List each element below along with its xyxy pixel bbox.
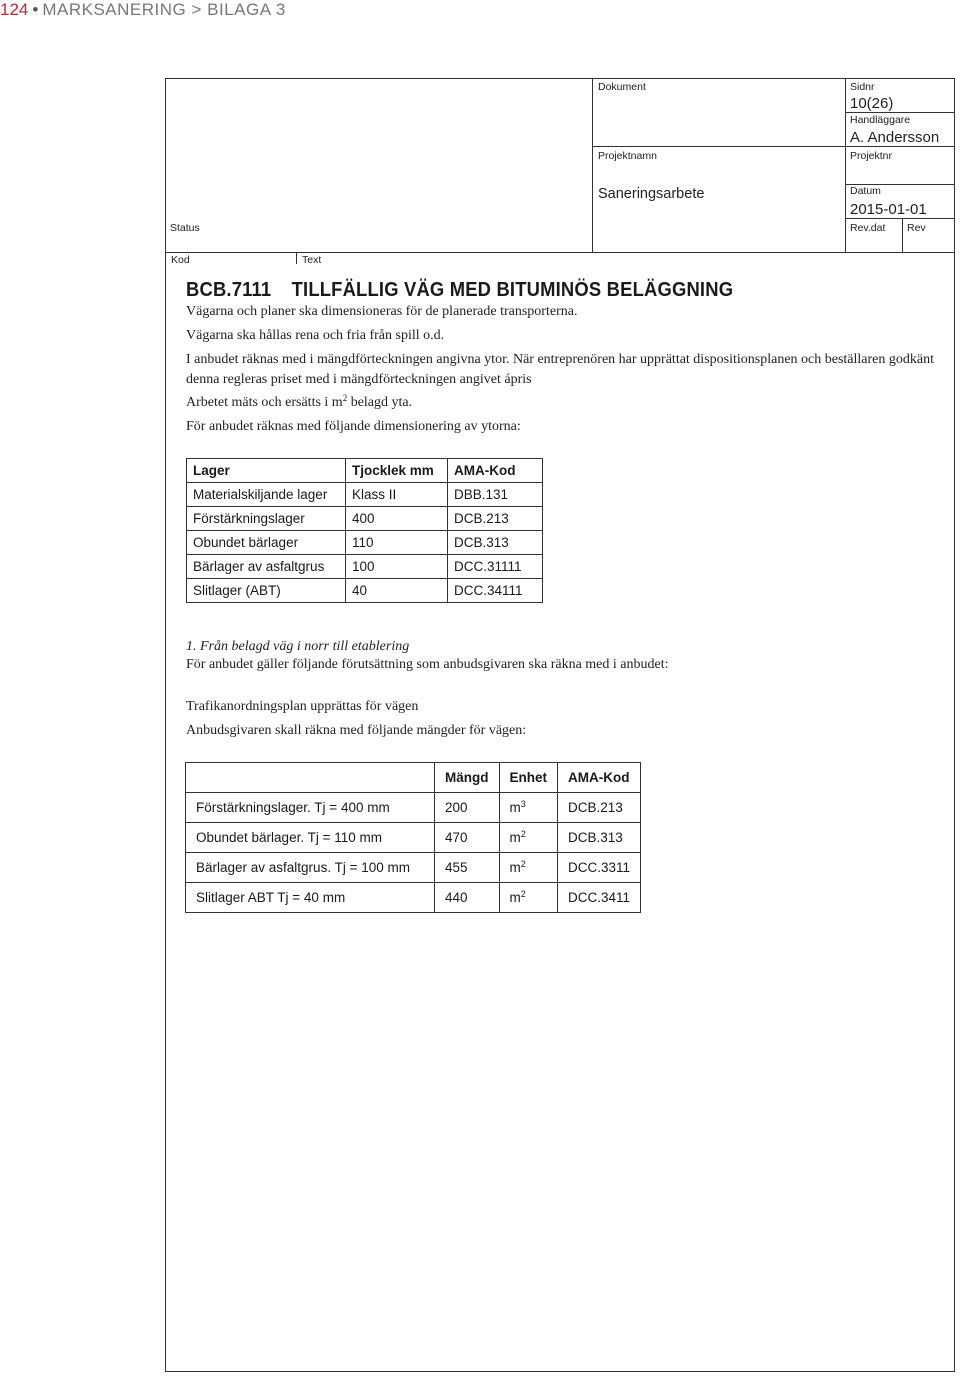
paragraph: För anbudet räknas med följande dimensionering av ytorna: <box>186 419 521 434</box>
table-row <box>186 823 641 853</box>
table-row <box>187 555 543 579</box>
table-cell: Obundet bärlager. Tj = 110 mm <box>186 823 435 853</box>
unit-superscript: 2 <box>520 829 526 839</box>
revdat-label: Rev.dat <box>850 222 886 234</box>
heading-text: TILLFÄLLIG VÄG MED BITUMINÖS BELÄGGNING <box>291 279 734 301</box>
table-cell: 470 <box>435 823 500 853</box>
dokument-label: Dokument <box>598 81 646 93</box>
table-cell: Klass II <box>346 483 448 507</box>
table-row <box>187 579 543 603</box>
paragraph: Trafikanordningsplan upprättas för vägen <box>186 699 419 714</box>
page-number: 124 <box>0 0 29 19</box>
kod-label: Kod <box>171 254 190 266</box>
table-cell: Bärlager av asfaltgrus. Tj = 100 mm <box>186 853 435 883</box>
table-header-row <box>187 459 543 483</box>
table-cell: Materialskiljande lager <box>187 483 346 507</box>
table-cell: Slitlager ABT Tj = 40 mm <box>186 883 435 913</box>
table-cell: 40 <box>346 579 448 603</box>
table-cell: 100 <box>346 555 448 579</box>
table-cell: 200 <box>435 793 500 823</box>
table-header-cell: Enhet <box>499 763 558 793</box>
unit-text: m <box>509 830 521 845</box>
subsection-title: 1. Från belagd väg i norr till etablering <box>186 639 410 654</box>
sidnr-label: Sidnr <box>850 81 875 93</box>
table-cell: DCC.31111 <box>448 555 543 579</box>
table-header-cell: Lager <box>187 459 346 483</box>
title-block-divider <box>845 112 955 113</box>
title-block-divider <box>845 218 955 219</box>
datum-label: Datum <box>850 185 881 197</box>
unit-text: m <box>509 800 521 815</box>
table-cell: 110 <box>346 531 448 555</box>
superscript: 2 <box>342 393 348 403</box>
paragraph-measurement <box>186 393 412 412</box>
table-header-cell: AMA-Kod <box>448 459 543 483</box>
table-header-cell: Tjocklek mm <box>346 459 448 483</box>
table-cell: DCC.34111 <box>448 579 543 603</box>
table-row <box>186 793 641 823</box>
title-block-divider <box>902 218 903 252</box>
table-row <box>187 483 543 507</box>
table-cell: Förstärkningslager <box>187 507 346 531</box>
table-cell-unit <box>499 853 558 883</box>
table-cell: DCB.213 <box>558 793 641 823</box>
unit-superscript: 2 <box>520 859 526 869</box>
handlaggare-value: A. Andersson <box>850 129 940 146</box>
rev-label: Rev <box>907 222 926 234</box>
table-cell: 440 <box>435 883 500 913</box>
table-cell: Obundet bärlager <box>187 531 346 555</box>
text-label: Text <box>302 254 322 266</box>
title-block-divider <box>165 252 955 253</box>
title-block-divider <box>845 78 846 252</box>
bullet-separator: • <box>32 0 39 19</box>
measurement-text-end: belagd yta. <box>347 395 413 410</box>
table-cell: DCB.213 <box>448 507 543 531</box>
table-cell-unit <box>499 793 558 823</box>
table-cell: 400 <box>346 507 448 531</box>
unit-superscript: 3 <box>520 799 526 809</box>
status-label: Status <box>170 222 200 234</box>
table-cell: Bärlager av asfaltgrus <box>187 555 346 579</box>
datum-value: 2015-01-01 <box>850 201 927 218</box>
table-row <box>187 507 543 531</box>
table-header-row <box>186 763 641 793</box>
table-header-cell: Mängd <box>435 763 500 793</box>
projektnr-label: Projektnr <box>850 150 893 162</box>
table-cell: DCB.313 <box>558 823 641 853</box>
table-row <box>186 883 641 913</box>
handlaggare-label: Handläggare <box>850 114 911 126</box>
paragraph: Anbudsgivaren skall räkna med följande mängder för vägen: <box>186 723 527 738</box>
table-cell: 455 <box>435 853 500 883</box>
table-cell: DCC.3411 <box>558 883 641 913</box>
paragraph: Vägarna och planer ska dimensioneras för de planerade transporterna. <box>186 304 578 319</box>
running-header <box>0 0 286 24</box>
title-block-divider <box>592 78 593 252</box>
paragraph: För anbudet gäller följande förutsättning som anbudsgivaren ska räkna med i anbudet: <box>186 657 669 672</box>
unit-superscript: 2 <box>520 889 526 899</box>
table-cell: DBB.131 <box>448 483 543 507</box>
section-heading <box>186 279 733 302</box>
projektnamn-label: Projektnamn <box>598 150 657 162</box>
sidnr-value: 10(26) <box>850 95 894 112</box>
table-cell: DCB.313 <box>448 531 543 555</box>
table-cell: Förstärkningslager. Tj = 400 mm <box>186 793 435 823</box>
unit-text: m <box>509 890 521 905</box>
quantities-table <box>185 762 641 913</box>
unit-text: m <box>509 860 521 875</box>
table-header-cell: AMA-Kod <box>558 763 641 793</box>
table-cell: Slitlager (ABT) <box>187 579 346 603</box>
measurement-text: Arbetet mäts och ersätts i m <box>186 395 343 410</box>
table-cell: DCC.3311 <box>558 853 641 883</box>
running-title: MARKSANERING > BILAGA 3 <box>42 0 286 19</box>
table-row <box>187 531 543 555</box>
layers-table <box>186 458 543 603</box>
table-cell-unit <box>499 883 558 913</box>
table-header-cell <box>186 763 435 793</box>
kod-text-tick <box>296 252 297 264</box>
table-cell-unit <box>499 823 558 853</box>
heading-code: BCB.7111 <box>186 279 272 301</box>
title-block-divider <box>592 146 955 147</box>
paragraph: Vägarna ska hållas rena och fria från spill o.d. <box>186 328 445 343</box>
table-row <box>186 853 641 883</box>
paragraph: I anbudet räknas med i mängdförteckningen angivna ytor. När entreprenören har upprättat dispositionsplanen och beställaren godkänt denna regleras priset med i mängdförteckningen angivet ápris <box>186 352 934 387</box>
projektnamn-value: Saneringsarbete <box>598 186 705 202</box>
